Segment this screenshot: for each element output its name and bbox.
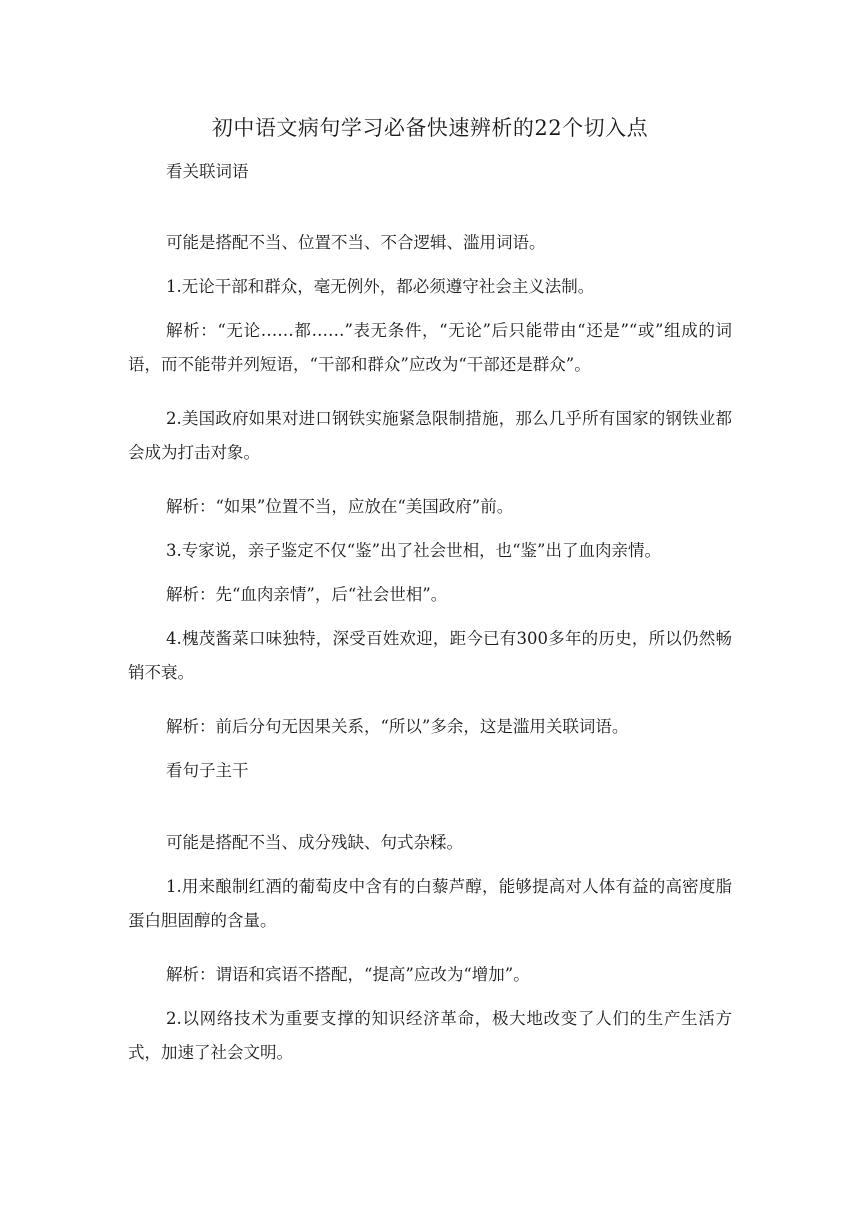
section-heading-conjunctions: 看关联词语 xyxy=(166,162,249,181)
example-sentence: 4.槐茂酱菜口味独特，深受百姓欢迎，距今已有300多年的历史，所以仍然畅销不衰。 xyxy=(128,629,732,682)
example-sentence: 2.以网络技术为重要支撑的知识经济革命，极大地改变了人们的生产生活方式，加速了社会文明。 xyxy=(128,1009,732,1062)
example-sentence: 2.美国政府如果对进口钢铁实施紧急限制措施，那么几乎所有国家的钢铁业都会成为打击对象。 xyxy=(128,409,732,462)
analysis-paragraph: 解析：先“血肉亲情”，后“社会世相”。 xyxy=(166,585,448,604)
example-sentence: 3.专家说，亲子鉴定不仅“鉴”出了社会世相，也“鉴”出了血肉亲情。 xyxy=(166,541,661,560)
analysis-paragraph: 解析：“如果”位置不当，应放在“美国政府”前。 xyxy=(166,497,514,516)
analysis-paragraph: 解析：谓语和宾语不搭配，“提高”应改为“增加”。 xyxy=(166,965,530,984)
analysis-paragraph: 解析：前后分句无因果关系，“所以”多余，这是滥用关联词语。 xyxy=(166,717,629,736)
example-sentence: 1.无论干部和群众，毫无例外，都必须遵守社会主义法制。 xyxy=(166,277,595,296)
analysis-paragraph: 解析：“无论……都……”表无条件，“无论”后只能带由“还是”“或”组成的词语，而不能带并列短语，“干部和群众”应改为“干部还是群众”。 xyxy=(128,321,732,374)
document-title: 初中语文病句学习必备快速辨析的22个切入点 xyxy=(211,116,649,140)
example-sentence: 1.用来酿制红酒的葡萄皮中含有的白藜芦醇，能够提高对人体有益的高密度脂蛋白胆固醇的含量。 xyxy=(128,877,732,930)
paragraph: 可能是搭配不当、成分残缺、句式杂糅。 xyxy=(166,833,463,852)
section-heading-sentence-trunk: 看句子主干 xyxy=(166,761,249,780)
paragraph: 可能是搭配不当、位置不当、不合逻辑、滥用词语。 xyxy=(166,233,546,252)
